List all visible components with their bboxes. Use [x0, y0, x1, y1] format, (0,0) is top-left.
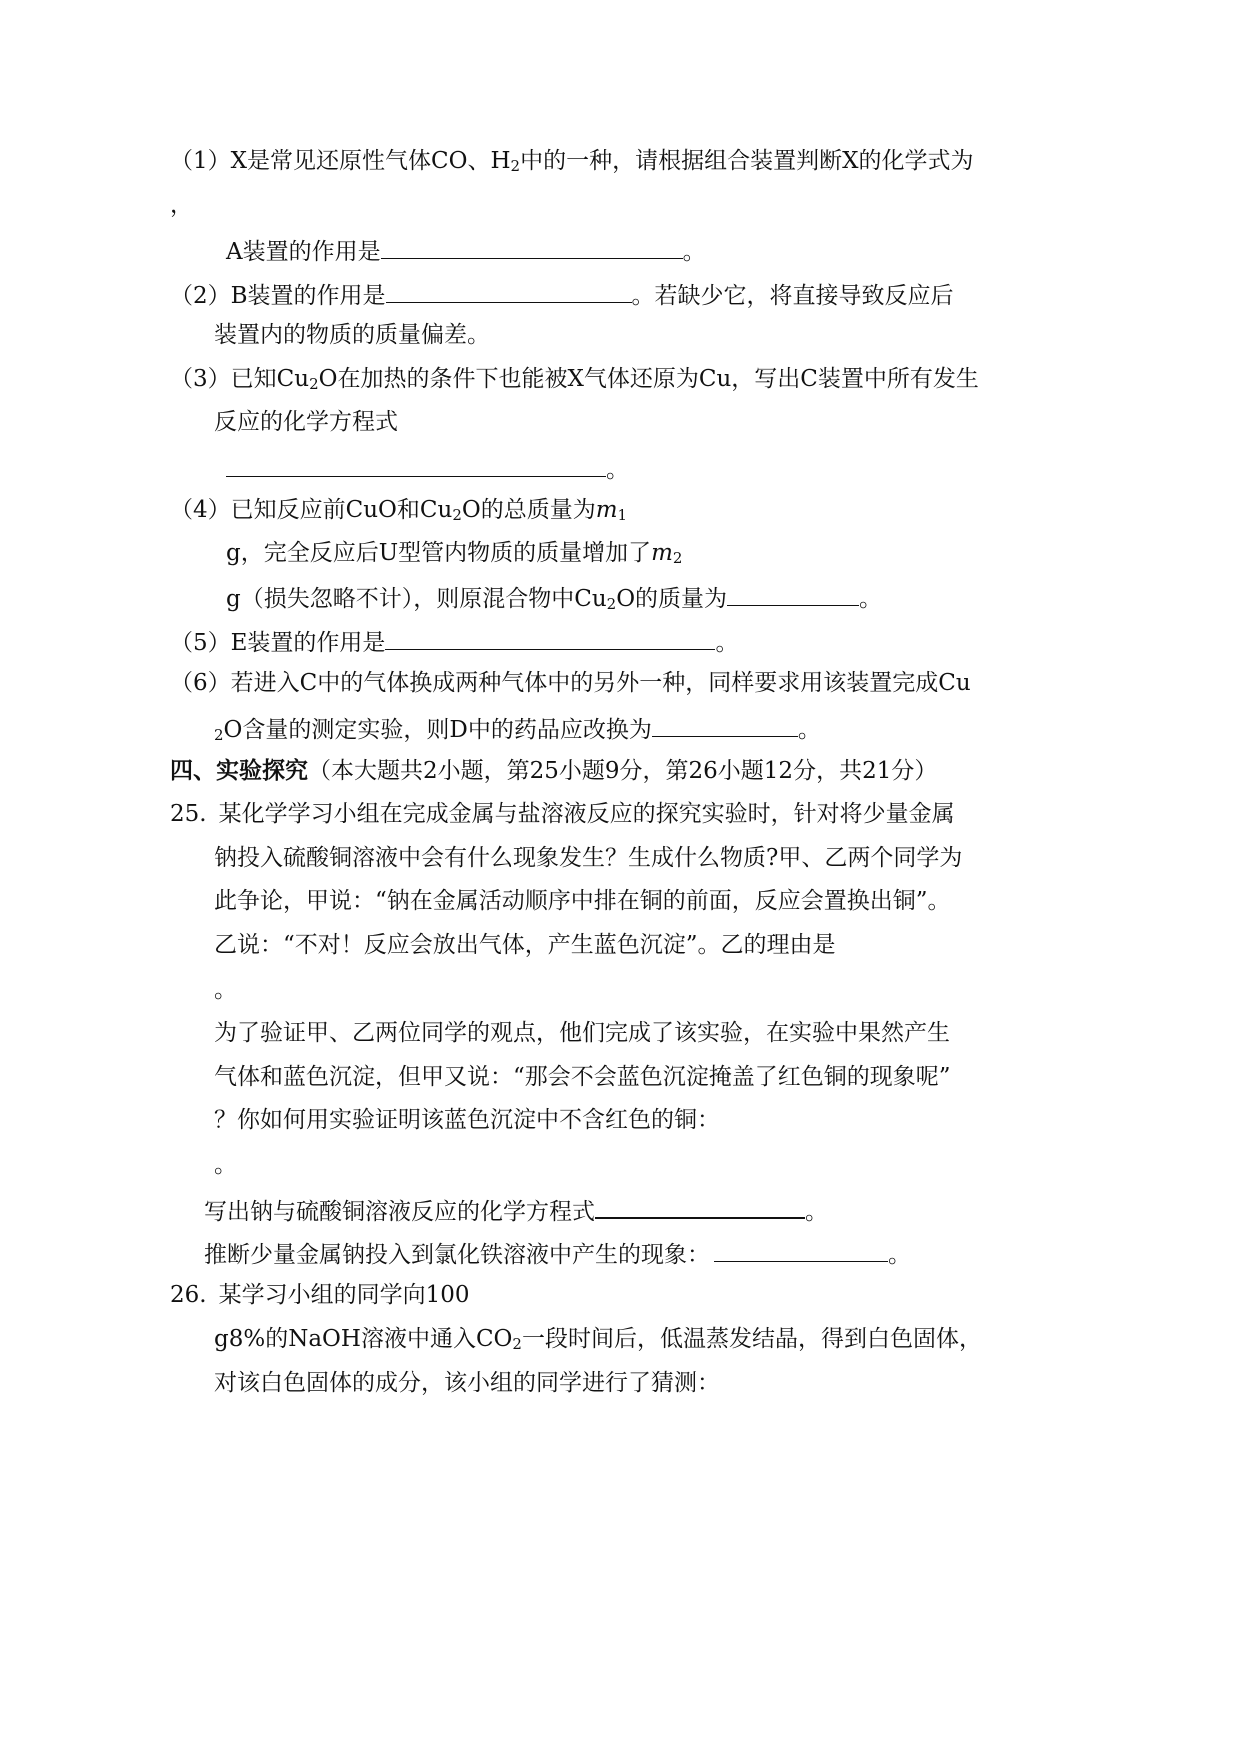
q24-part3-line3: 。	[226, 452, 629, 485]
section-heading	[170, 756, 937, 786]
answer-blank[interactable]	[385, 625, 715, 650]
question-number: 26.	[170, 1282, 207, 1308]
answer-blank[interactable]	[727, 581, 859, 606]
q25-line4: 乙说：“不对！反应会放出气体，产生蓝色沉淀”。乙的理由是	[214, 932, 836, 958]
q24-part1-line2: A装置的作用是 。	[226, 234, 706, 267]
q24-part4: （4）已知反应前CuO和$Cu_2O$的总质量为$m_1$	[170, 497, 628, 524]
part-number: （1）	[170, 148, 231, 174]
q25-line1: 25. 某化学学习小组在完成金属与盐溶液反应的探究实验时，针对将少量金属	[170, 801, 955, 827]
answer-blank[interactable]	[714, 1237, 888, 1262]
q25-line9: 。	[214, 1152, 237, 1178]
q25-line6: 为了验证甲、乙两位同学的观点，他们完成了该实验，在实验中果然产生	[214, 1020, 950, 1046]
q26-line3: 对该白色固体的成分，该小组的同学进行了猜测：	[214, 1370, 720, 1396]
q25-line3: 此争论，甲说：“钠在金属活动顺序中排在铜的前面，反应会置换出铜”。	[214, 888, 951, 914]
q24-part2: （2）B装置的作用是 。若缺少它，将直接导致反应后	[170, 278, 954, 311]
answer-blank[interactable]	[226, 452, 606, 477]
q25-line7: 气体和蓝色沉淀，但甲又说：“那会不会蓝色沉淀掩盖了红色铜的现象呢”	[214, 1064, 951, 1090]
question-number: 25.	[170, 801, 207, 827]
q24-part3: （3）已知$Cu_2O$在加热的条件下也能被X气体还原为Cu，写出C装置中所有发生	[170, 366, 979, 393]
part-number: （5）	[170, 630, 231, 656]
answer-blank[interactable]	[381, 234, 683, 259]
q24-part4-line2: g，完全反应后U型管内物质的质量增加了$m_2$	[226, 540, 683, 567]
q24-part2-line2: 装置内的物质的质量偏差。	[214, 322, 490, 348]
section-note: （本大题共2小题，第25小题9分，第26小题12分，共21分）	[308, 758, 938, 784]
q25-line2: 钠投入硫酸铜溶液中会有什么现象发生？生成什么物质?甲、乙两个同学为	[214, 845, 963, 871]
section-title: 四、实验探究	[170, 757, 308, 784]
q25-line11: 推断少量金属钠投入到氯化铁溶液中产生的现象： 。	[204, 1237, 911, 1270]
q25-line5: 。	[214, 977, 237, 1003]
q24-part5: （5）E装置的作用是 。	[170, 625, 738, 658]
q24-part1: （1）X是常见还原性气体CO、$H_2$中的一种，请根据组合装置判断X的化学式为	[170, 148, 974, 175]
q25-line8: ？你如何用实验证明该蓝色沉淀中不含红色的铜：	[214, 1107, 720, 1133]
part-number: （4）	[170, 497, 231, 523]
answer-blank[interactable]	[386, 278, 632, 303]
q24-part3-line2: 反应的化学方程式	[214, 409, 398, 435]
answer-blank[interactable]	[595, 1193, 805, 1219]
q25-line10: 写出钠与硫酸铜溶液反应的化学方程式 。	[204, 1193, 828, 1227]
part-number: （6）	[170, 670, 231, 696]
q24-part4-line3: g（损失忽略不计），则原混合物中$Cu_2O$的质量为 。	[226, 581, 882, 614]
q24-part1-comma: ，	[170, 192, 193, 218]
part-number: （2）	[170, 283, 231, 309]
q24-part6-line2: $_2$O含量的测定实验，则D中的药品应改换为 。	[214, 712, 821, 745]
q24-part6: （6）若进入C中的气体换成两种气体中的另外一种，同样要求用该装置完成Cu	[170, 670, 971, 696]
answer-blank[interactable]	[652, 712, 798, 737]
q26-line1: 26. 某学习小组的同学向100	[170, 1282, 470, 1308]
part-number: （3）	[170, 366, 231, 392]
q26-line2: g8%的NaOH溶液中通入$CO_2$一段时间后，低温蒸发结晶，得到白色固体，	[214, 1326, 982, 1353]
